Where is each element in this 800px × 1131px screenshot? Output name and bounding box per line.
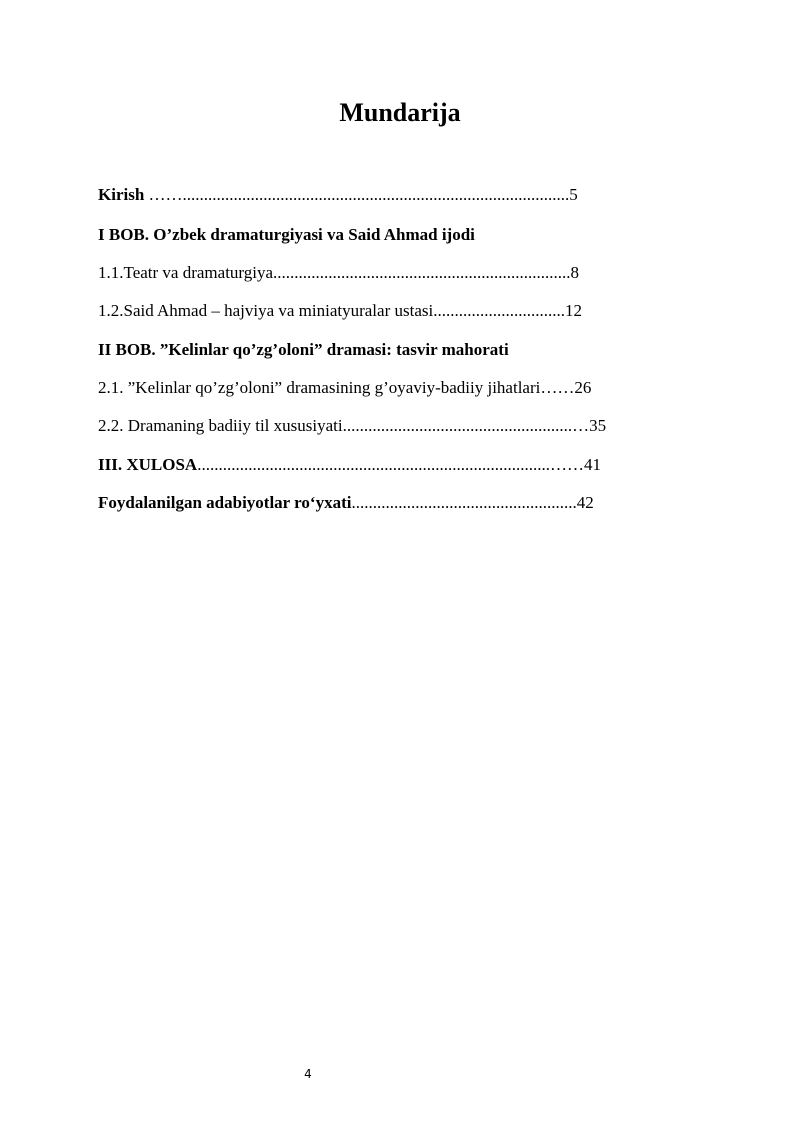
toc-entry-page: 42 bbox=[576, 493, 594, 512]
toc-entry-leader: ...................................................................................…… bbox=[197, 455, 584, 474]
toc-entry-leader: ……........................................................................................... bbox=[144, 185, 570, 204]
toc-entry-adabiyotlar bbox=[98, 492, 594, 514]
toc-chapter-1 bbox=[98, 224, 475, 246]
toc-entry-2-2 bbox=[98, 415, 606, 437]
toc-chapter-title: II BOB. ”Kelinlar qo’zg’oloni” dramasi: tasvir mahorati bbox=[98, 340, 509, 359]
toc-entry-title: Kirish bbox=[98, 185, 145, 204]
toc-entry-page: 8 bbox=[570, 263, 580, 282]
toc-entry-leader: ......................................................… bbox=[342, 416, 590, 435]
toc-entry-title: 1.2.Said Ahmad – hajviya va miniatyuralar ustasi bbox=[98, 301, 434, 320]
toc-entry-title: 1.1.Teatr va dramaturgiya bbox=[98, 263, 274, 282]
toc-entry-2-1 bbox=[98, 377, 591, 399]
toc-entry-xulosa bbox=[98, 454, 601, 476]
page-number: 4 bbox=[304, 1067, 312, 1081]
toc-entry-leader: …… bbox=[540, 378, 575, 397]
toc-chapter-title: I BOB. O’zbek dramaturgiyasi va Said Ahmad ijodi bbox=[98, 225, 475, 244]
toc-entry-title: 2.1. ”Kelinlar qo’zg’oloni” dramasining g’oyaviy-badiiy jihatlari bbox=[98, 378, 541, 397]
toc-entry-1-2 bbox=[98, 300, 582, 322]
toc-entry-title: Foydalanilgan adabiyotlar ro‘yxati bbox=[98, 493, 352, 512]
toc-chapter-2 bbox=[98, 339, 509, 361]
toc-entry-leader: ...................................................................... bbox=[273, 263, 571, 282]
toc-entry-leader: ..................................................... bbox=[351, 493, 577, 512]
toc-entry-page: 41 bbox=[583, 455, 601, 474]
page-title: Mundarija bbox=[339, 98, 461, 127]
toc-entry-page: 12 bbox=[564, 301, 582, 320]
toc-entry-page: 35 bbox=[589, 416, 607, 435]
toc-entry-page: 5 bbox=[569, 185, 578, 204]
toc-entry-page: 26 bbox=[574, 378, 592, 397]
toc-entry-title: III. XULOSA bbox=[98, 455, 198, 474]
toc-entry-leader: ............................... bbox=[433, 301, 565, 320]
toc-entry-kirish bbox=[98, 184, 578, 206]
toc-entry-1-1 bbox=[98, 262, 579, 284]
toc-entry-title: 2.2. Dramaning badiiy til xususiyati bbox=[98, 416, 343, 435]
